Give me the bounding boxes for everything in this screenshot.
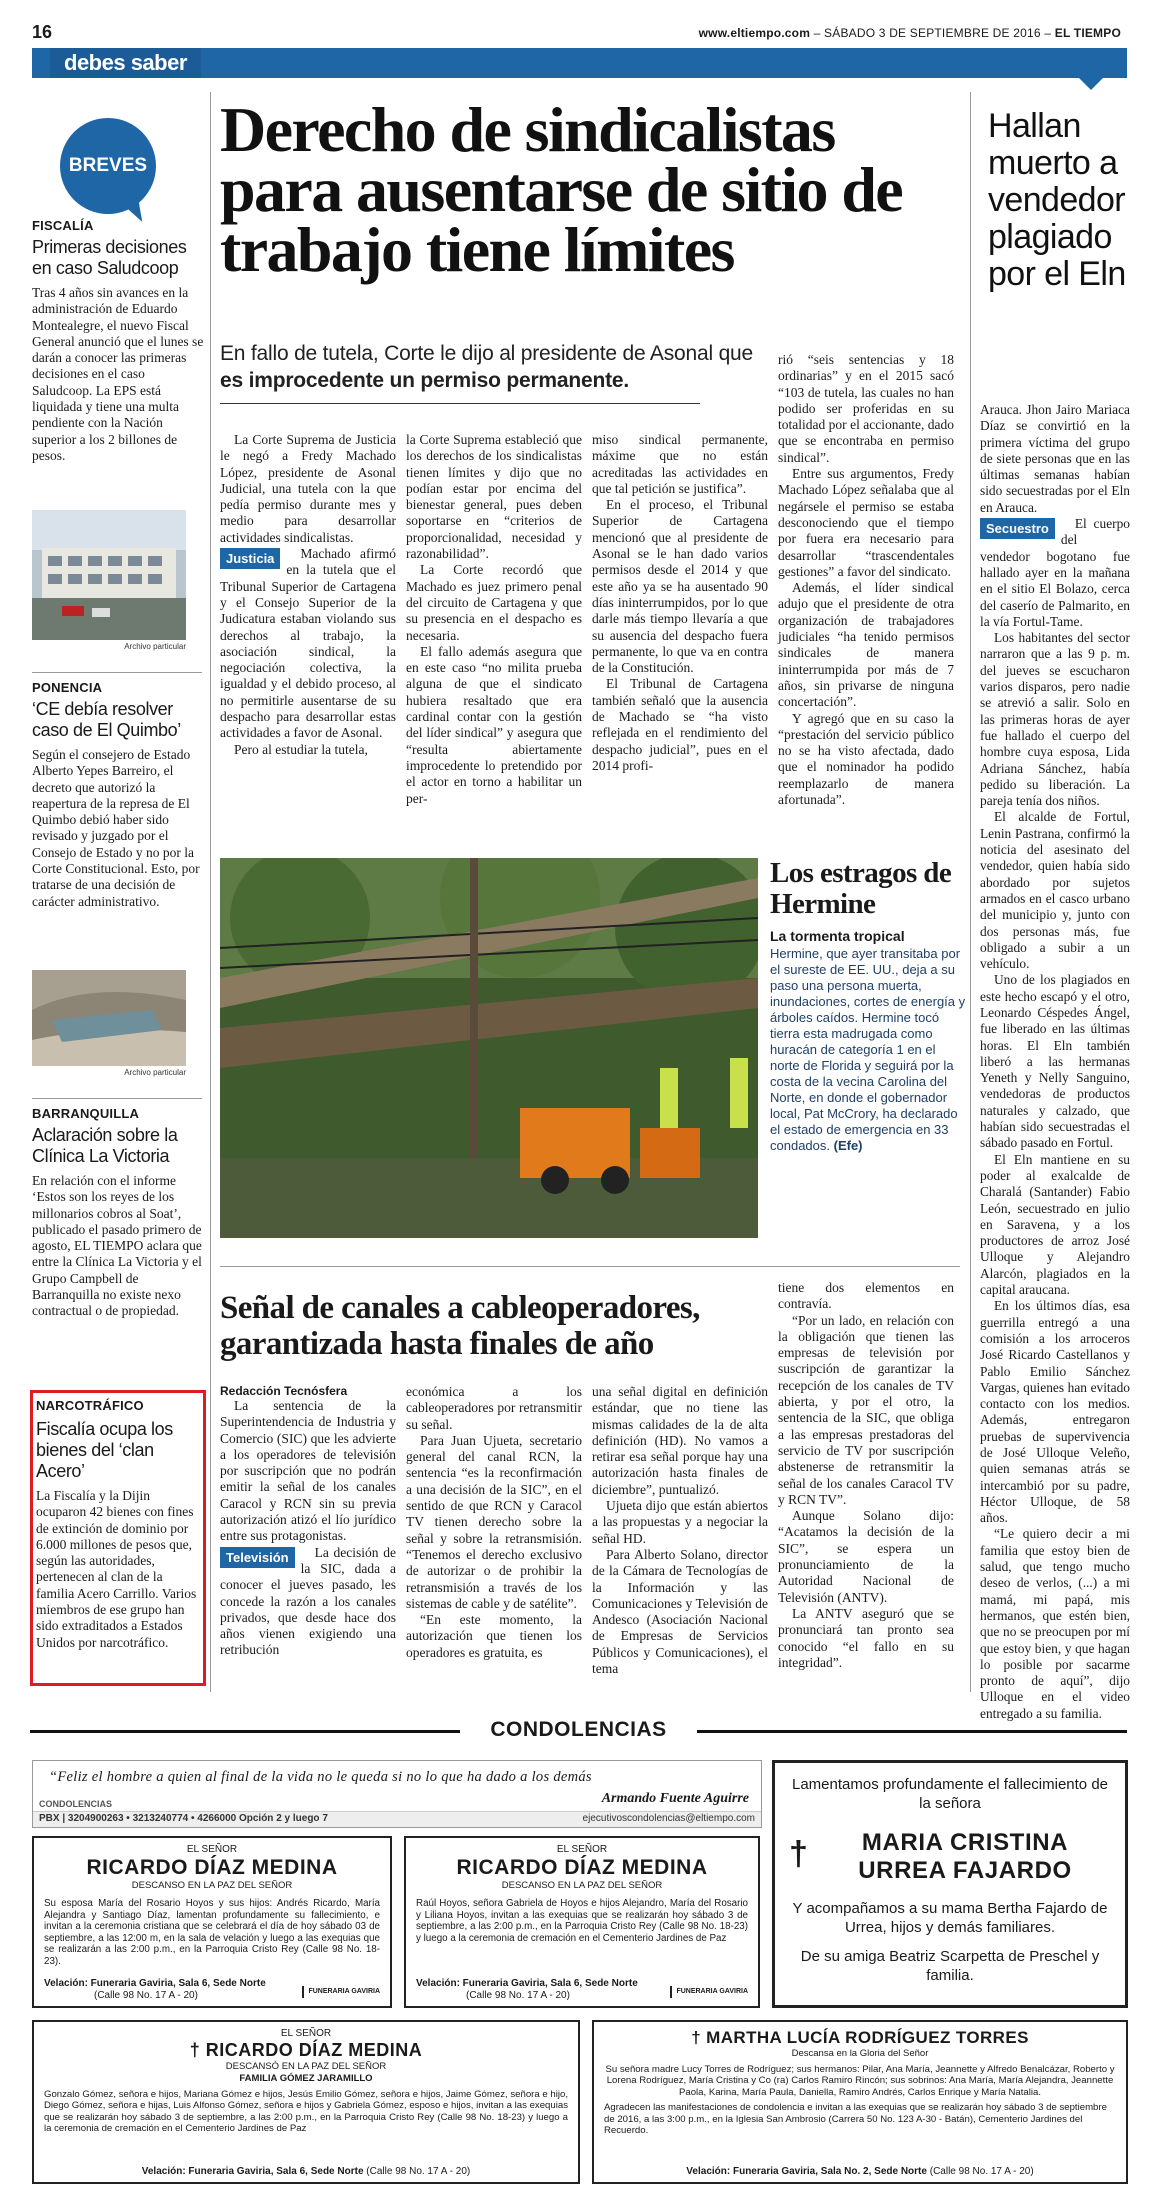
section-bar-arrow [1079,78,1103,90]
brief-headline[interactable]: Fiscalía ocupa los bienes del ‘clan Acero’ [36,1419,173,1481]
paragraph: miso sindical permanente, máxime que no están acreditadas las actividades en que tal petición se justifica”. [592,432,768,496]
paragraph: El Eln mantiene en su poder al exalcalde de Charalá (Santander) Fabio León, secuestrado en julio en Saravena, y a los productores de arroz José Ulloque y Alejandro Alarcón, plagiados en la capital araucana. [980,1151,1130,1298]
obituary-body: Y acompañamos a su mama Bertha Fajardo de Urrea, hijos y demás familiares. [792,1900,1108,1936]
paragraph: “En este momento, la autorización que tienen los operadores es gratuita, es [406,1612,582,1660]
paragraph: Y agregó que en su caso la “prestación del servicio público no se ha visto afectada, dado que el nominador ha podido reemplazarlo de manera afortunada”. [778,710,954,808]
brief-body: La Fiscalía y la Dijin ocuparon 42 bienes con fines de extinción de dominio por 6.000 millones de pesos que, según las autoridades, pertenecen al clan de la familia Acero Carrillo. Varios miembros de ese grupo han sido extraditados a Estados Unidos por narcotráfico. [36,1488,197,1650]
brief-headline[interactable]: Primeras decisiones en caso Saludcoop [32,237,187,278]
tv-column-1 [220,1384,396,1659]
obituary-address: (Calle 98 No. 17 A - 20) [94,1990,198,2001]
paragraph: En el proceso, el Tribunal Superior de Cartagena mencionó que al presidente de Asonal se le han dado varios permisos desde el 2014 y que este año ya se ha ausentado 90 días ininterrumpidos, por lo que darle más tiempo llevaría a que su ausencia del despacho fuera permanente, lo que va en contra de la Constitución. [592,497,768,676]
obituary-velacion: Velación: Funeraria Gaviria, Sala No. 2, Sede Norte [686,2166,927,2177]
quimbo-photo [32,970,186,1066]
column-rule-left [210,92,211,1692]
obituary-invitation: Agradecen las manifestaciones de condolencia e invitan a las exequias que se realizarán hoy sábado 3 de septiembre de 2016, a las 3:00 p.m., en la Iglesia San Ambrosio (Carrera 50 No. 123 A-30 - Batán), Cementerio Jardines del Recuerdo. [604,2102,1107,2137]
obituary-name: MARIA CRISTINA URREA FAJARDO [858,1829,1072,1884]
brief-divider [32,672,202,673]
obituary-subtitle: DESCANSO EN LA PAZ DEL SEÑOR [501,1880,663,1891]
column-rule-right [970,92,971,1692]
hermine-caption [770,946,968,1154]
funeral-home-logo: FUNERARIA GAVIRIA [670,1986,748,1998]
paragraph: Aunque Solano dijo: “Acatamos la decisión de la SIC”, se espera un pronunciamiento de la Autoridad Nacional de Televisión (ANTV). [778,1508,954,1605]
hermine-headline[interactable]: Los estragos de Hermine [770,857,952,920]
tv-column-4 [778,1280,954,1671]
paragraph: la Corte Suprema estableció que los derechos de los sindicalistas tienen límites y dijo que no podían estar por encima del bienestar general, pues deben soportarse en “criterios de proporcionalidad, necesidad y razonabilidad”. [406,432,582,562]
brief-kicker: BARRANQUILLA [32,1106,140,1121]
hermine-subhead: La tormenta tropical [770,928,905,944]
main-headline[interactable]: Derecho de sindicalistas para ausentarse de sitio de trabajo tiene límites [220,94,903,285]
obituary-subtitle: DESCANSÓ EN LA PAZ DEL SEÑOR [225,2061,387,2072]
paragraph: Para Alberto Solano, director de la Cámara de Tecnologías de la Información y las Comunicaciones y Televisión de Andesco (Asociación Nacional de Empresas de Servicios Públicos y Comunicaciones), el tema [592,1546,768,1677]
paragraph: El cuerpo del vendedor bogotano fue hallado ayer en la mañana en el sitio El Bolazo, cerca del caserío de Palmarito, en la vía Fortul-Tame. [980,516,1130,629]
paragraph: La Corte recordó que Machado es juez primero penal del circuito de Cartagena y que su presencia en el despacho es necesaria. [406,562,582,643]
obituary-title: EL SEÑOR [186,1844,238,1855]
paragraph: una señal digital en definición estándar, que no tiene las mismas calidades de la de alta definición (HD). No vamos a retirar esa señal porque hay una autorización hasta finales de diciembre”, puntualizó. [592,1384,768,1497]
dek-bold: es improcedente un permiso permanente. [220,369,630,392]
quote-author: Armando Fuente Aguirre [601,1791,749,1806]
funeral-home-logo: FUNERARIA GAVIRIA [302,1986,380,1998]
section-divider [220,1266,960,1267]
brief-body: Tras 4 años sin avances en la administración de Eduardo Montealegre, el nuevo Fiscal General anunció que el lunes se darán a conocer las primeras decisiones en el caso Saludcoop. La EPS está liquidada y tiene una multa pendiente con la Nación superior a los 2 billones de pesos. [32,285,204,463]
main-dek [220,340,780,394]
quote-text: “Feliz el hombre a quien al final de la vida no le queda si no lo que ha dado a los demás [49,1769,592,1785]
main-column-3 [592,432,768,774]
tv-byline: Redacción Tecnósfera [220,1384,348,1398]
photo-credit: Archivo particular [124,642,186,651]
obituary-title: EL SEÑOR [280,2028,332,2039]
side-headline[interactable]: Hallan muerto a vendedor plagiado por el Eln [988,107,1126,293]
obituary-body: Su esposa María del Rosario Hoyos y sus hijos: Andrés Ricardo, María Alejandra y Santiago Díaz, lamentan profundamente su fallecimiento, e invitan a la ceremonia cristiana que se celebrará el día de hoy sábado 03 de septiembre, a las 12:00 m, en la sala de velación y luego a las exequias que se realizarán a las 2:00 p.m., en la Parroquia Cristo Rey (Calle 98 No. 18-23). [44,1898,380,1967]
paragraph: Los habitantes del sector narraron que a las 9 p. m. del jueves se escucharon varios disparos, pero nadie se atrevió a salir. Solo en las primeras horas de ayer fue hallado el cuerpo del hombre cuya esposa, Lida Adriana Sánchez, había pedido su liberación. La pareja tenía dos niños. [980,630,1130,809]
site-url[interactable]: www.eltiempo.com [698,26,811,40]
condolences-title: CONDOLENCIAS [490,1718,667,1741]
brief-body: Según el consejero de Estado Alberto Yepes Barreiro, el decreto que autorizó la reapertura de la represa de El Quimbo debió haber sido revisado y juzgado por el Consejo de Estado y no por la Corte Constitucional. Esto, por tratarse de una decisión de carácter administrativo. [32,747,200,909]
paragraph: rió “seis sentencias y 18 ordinarias” y en el 2015 sacó “103 de tutela, las cuales no han podido ser proferidas en su totalidad por el accionante, dado que se encontraba en permiso sindical”. [778,352,954,465]
obituary-body: Gonzalo Gómez, señora e hijos, Mariana Gómez e hijos, Jesús Emilio Gómez, señora e hijos, Jaime Gómez, señora e hijo, Diego Gómez, señora e hijas, Luis Alfonso Gómez, señora e hijos y Gabriela Gómez, esposo e hijos, invitan a las exequias que se realizarán hoy sábado 3 de septiembre, a las 2:00 p.m., en la Parroquia Cristo Rey (Calle 98 No. 18-23) y luego a la ceremonia de cremación en el Cementerio Jardines de Paz [44,2089,568,2135]
obituary-velacion: Velación: Funeraria Gaviria, Sala 6, Sede Norte [416,1978,638,1989]
section-bar [32,48,1127,78]
main-column-2 [406,432,582,807]
obituary-name: RICARDO DÍAZ MEDINA [86,1856,338,1879]
obituary-address: (Calle 98 No. 17 A - 20) [366,2166,471,2177]
brief-fiscalia [32,218,204,464]
brief-narcotrafico [36,1398,200,1651]
paragraph: Además, el líder sindical adujo que el presidente de otra organización de trabajadores judiciales “ha tenido permisos sindicales de manera ininterrumpida por más de 7 años, sin privarse de ninguna concertación”. [778,580,954,710]
brief-ponencia [32,680,204,910]
brief-body: En relación con el informe ‘Estos son los reyes de los millonarios cobros al Soat’, publicado el pasado primero de agosto, EL TIEMPO aclara que entre la Clínica La Victoria y el Grupo Campbell de Barranquilla no existe nexo contractual o de propiedad. [32,1173,202,1319]
obituary-subtitle: DESCANSO EN LA PAZ DEL SEÑOR [131,1880,293,1891]
brief-headline[interactable]: ‘CE debía resolver caso de El Quimbo’ [32,699,181,740]
cross-icon: † [691,2028,707,2047]
storm-damage-illustration [220,858,758,1238]
obituary-velacion: Velación: Funeraria Gaviria, Sala 6, Sede Norte [44,1978,266,1989]
paper-name: EL TIEMPO [1054,26,1121,40]
paragraph: La ANTV aseguró que se pronunciará tan pronto sea conocido “el fallo en su integridad”. [778,1605,954,1670]
section-tag-television: Televisión [220,1547,295,1568]
condolences-header [30,1718,1127,1744]
obituary-address: (Calle 98 No. 17 A - 20) [929,2166,1034,2177]
tv-headline[interactable]: Señal de canales a cableoperadores, garantizada hasta finales de año [220,1290,700,1362]
building-photo-illustration [32,510,186,640]
obituary-body: Raúl Hoyos, señora Gabriela de Hoyos e hijos Alejandro, María del Rosario y Liliana Hoyos, invitan a las exequias que se realizarán hoy sábado 3 de septiembre, a las 2:00 p.m., en la Parroquia Cristo Rey (Calle 98 No. 18-23) y luego a la ceremonia de cremación en el Cementerio Jardines de Paz [416,1898,748,1944]
paragraph: Arauca. Jhon Jairo Mariaca Díaz se convirtió en la primera víctima del grupo de siete personas que en las últimas semanas habían sido secuestradas por el Eln en Arauca. [980,402,1130,515]
obituary-subtitle: Descansa en la Gloria del Señor [791,2048,929,2059]
paragraph: “Le quiero decir a mi familia que estoy bien de salud, que tengo mucho deseo de verlos, (...) a mi mamá, mi papá, mis hermanos, que estén bien, que no se preocupen por mí que estoy bien, y que hagan lo posible por sacarme pronto de aquí”, dijo Ulloque en el video entregado a su familia. [980,1526,1130,1721]
section-tag-secuestro: Secuestro [980,518,1055,539]
photo-credit: Archivo particular [124,1068,186,1077]
brief-kicker: FISCALÍA [32,218,94,233]
side-article [980,402,1130,1722]
page-number: 16 [32,22,53,42]
paragraph: El alcalde de Fortul, Lenin Pastrana, confirmó la noticia del asesinato del vendedor, quien había sido abordado por sujetos armados en el casco urbano del municipio y, junto con dos personas más, fue obligado a subir a un vehículo. [980,809,1130,972]
paragraph: Para Juan Ujueta, secretario general del canal RCN, la sentencia “es la reconfirmación a una decisión de la SIC”, en el sentido de que RCN y Caracol TV tienen derecho sobre la señal y sobre la retransmisión. “Tenemos el derecho exclusivo de autorizar o de prohibir la retransmisión a través de los sistemas de cable y de satélite”. [406,1432,582,1611]
dek-rule [220,403,700,404]
paragraph: Uno de los plagiados en este hecho escapó y el otro, Leonardo Céspedes Ángel, fue liberado en las últimas horas. El Eln también liberó a las hermanas Yeneth y Nelly Sanguino, vendedoras de productos naturales y calzado, que habían sido secuestradas el sábado pasado en Fortul. [980,972,1130,1151]
obituary-martha-lucia [592,2020,1128,2184]
obituary-body: Su señora madre Lucy Torres de Rodríguez; sus hermanos: Pilar, Ana María, Jeannette y Alfredo Benalcázar, Roberto y Lorena Rodríguez, María Cristina y Co (ra) Carlos Ramiro Rincón; sus sobrinos: Ana María, María Alejandra, Jeannette Paola, Karina, María Paula, Daniella, Ramiro Andrés, Carlos Enrique y María Natalia. [605,2064,1115,2098]
paragraph: El fallo además asegura que en este caso “no milita prueba alguna de que el sindicato hubiera resaltado que era cardinal contar con la gestión del líder sindical” y asegura que “resulta abiertamente improcedente lo pretendido por el actor en torno a habilitar un per- [406,643,582,806]
obituary-name: MARTHA LUCÍA RODRÍGUEZ TORRES [706,2028,1029,2047]
paragraph: económica a los cableoperadores por retransmitir su señal. [406,1384,582,1432]
issue-date: SÁBADO 3 DE SEPTIEMBRE DE 2016 [824,26,1041,40]
obituary-velacion: Velación: Funeraria Gaviria, Sala 6, Sede Norte [141,2166,364,2177]
breves-badge: BREVES [60,118,156,214]
contact-email[interactable]: ejecutivoscondolencias@eltiempo.com [582,1813,755,1824]
paragraph: “Por un lado, en relación con la obligación que tienen las empresas de televisión por suscripción de garantizar la recepción de los canales de TV abierta, y por el otro, la sentencia de la SIC, que obliga a las empresas prestadoras del servicio de TV por suscripción abstenerse de retransmitir la señal de los canales Caracol TV y RCN TV”. [778,1312,954,1507]
paragraph: El Tribunal de Cartagena también señaló que la ausencia de Machado se “ha visto reflejada en el rendimiento del despacho judicial”, pues en el 2014 profi- [592,676,768,773]
hermine-credit: (Efe) [833,1138,863,1153]
condolences-label: CONDOLENCIAS [39,1799,113,1809]
main-column-1 [220,432,396,758]
paragraph: Ujueta dijo que están abiertos a las propuestas y a negociar la señal HD. [592,1498,768,1546]
brief-divider [32,1098,202,1099]
saludcoop-photo [32,510,186,640]
paragraph: Entre sus argumentos, Fredy Machado López señalaba que al negársele el permiso se estaba desconociendo que el tiempo por fuera era necesario para desarrollar “trascendentales gestiones” a favor del sindicato. [778,466,954,579]
section-tab: debes saber [50,48,201,78]
obituary-family: FAMILIA GÓMEZ JARAMILLO [239,2073,373,2084]
paragraph: La decisión de la SIC, dada a conocer el jueves pasado, les concede la razón a los canales privados, que desde hace dos años vienen exigiendo una retribución [220,1544,396,1658]
dek-text: En fallo de tutela, Corte le dijo al presidente de Asonal que [220,342,754,365]
brief-headline[interactable]: Aclaración sobre la Clínica La Victoria [32,1125,178,1166]
obituary-ricardo-3 [32,2020,580,2184]
main-column-4 [778,352,954,808]
page-header-info: www.eltiempo.com – SÁBADO 3 DE SEPTIEMBRE DE 2016 – EL TIEMPO [698,26,1121,40]
brief-kicker: NARCOTRÁFICO [36,1398,144,1413]
paragraph: La sentencia de la Superintendencia de Industria y Comercio (SIC) que les advierte a los operadores de televisión por suscripción que no podrán emitir la señal de los canales Caracol y RCN sin su previa autorización atizó el lío jurídico entre sus protagonistas. [220,1398,396,1544]
hermine-photo [220,858,758,1238]
obituary-title: EL SEÑOR [556,1844,608,1855]
dam-photo-illustration [32,970,186,1066]
cross-icon: † [789,1835,808,1873]
obituary-address: (Calle 98 No. 17 A - 20) [466,1990,570,2001]
condolences-quote-box [32,1760,762,1828]
obituary-ricardo-2 [404,1836,760,2008]
paragraph: tiene dos elementos en contravía. [778,1280,954,1312]
hermine-caption-text: Hermine, que ayer transitaba por el sureste de EE. UU., deja a su paso una persona muerta, inundaciones, cortes de energía y árboles caídos. Hermine tocó tierra esta madrugada como huracán de categoría 1 en el norte de Florida y seguirá por la costa de la vecina Carolina del Norte, en donde el gobernador local, Pat McCrory, ha declarado el estado de emergencia en 33 condados. [770,946,966,1153]
obituary-name: RICARDO DÍAZ MEDINA [456,1856,708,1879]
tv-column-2 [406,1384,582,1661]
paragraph: Pero al estudiar la tutela, [234,741,368,757]
cross-icon: † [189,2040,206,2060]
obituary-intro: Lamentamos profundamente el fallecimiento de la señora [791,1776,1109,1812]
paragraph: En los últimos días, esa guerrilla entregó a una comisión a los arroceros José Ricardo Castellanos y Pablo Emilio Sánchez Vargas, quienes han evitado contacto con los medios. Además, entregaron pruebas de supervivencia de José Ulloque Veleño, quien semanas atrás se intercambió por su padre, Héctor Ulloque, de 58 años. [980,1298,1130,1526]
obituary-ricardo-1 [32,1836,392,2008]
section-tag-justicia: Justicia [220,548,280,569]
tv-column-3 [592,1384,768,1677]
obituary-signature: De su amiga Beatriz Scarpetta de Preschel y familia. [800,1948,1100,1984]
obituary-maria-cristina [772,1760,1128,2008]
brief-barranquilla [32,1106,204,1320]
brief-kicker: PONENCIA [32,680,103,695]
paragraph: La Corte Suprema de Justicia le negó a Fredy Machado López, presidente de Asonal Judicial, una tutela con la que pedía permiso durante mes y medio para desarrollar actividades sindicalistas. [220,432,396,545]
paragraph: Machado afirmó en la tutela que el Tribunal Superior de Cartagena y el Consejo Superior de la Judicatura estaban violando sus derechos al trabajo, la asociación sindical, la negociación colectiva, la igualdad y el debido proceso, al no permitirle ausentarse de su despacho para desarrollar estas actividades a favor de Asonal. [220,546,396,741]
contact-phones[interactable]: PBX | 3204900263 • 3213240774 • 4266000 Opción 2 y luego 7 [39,1813,328,1824]
obituary-name: RICARDO DÍAZ MEDINA [205,2040,423,2060]
